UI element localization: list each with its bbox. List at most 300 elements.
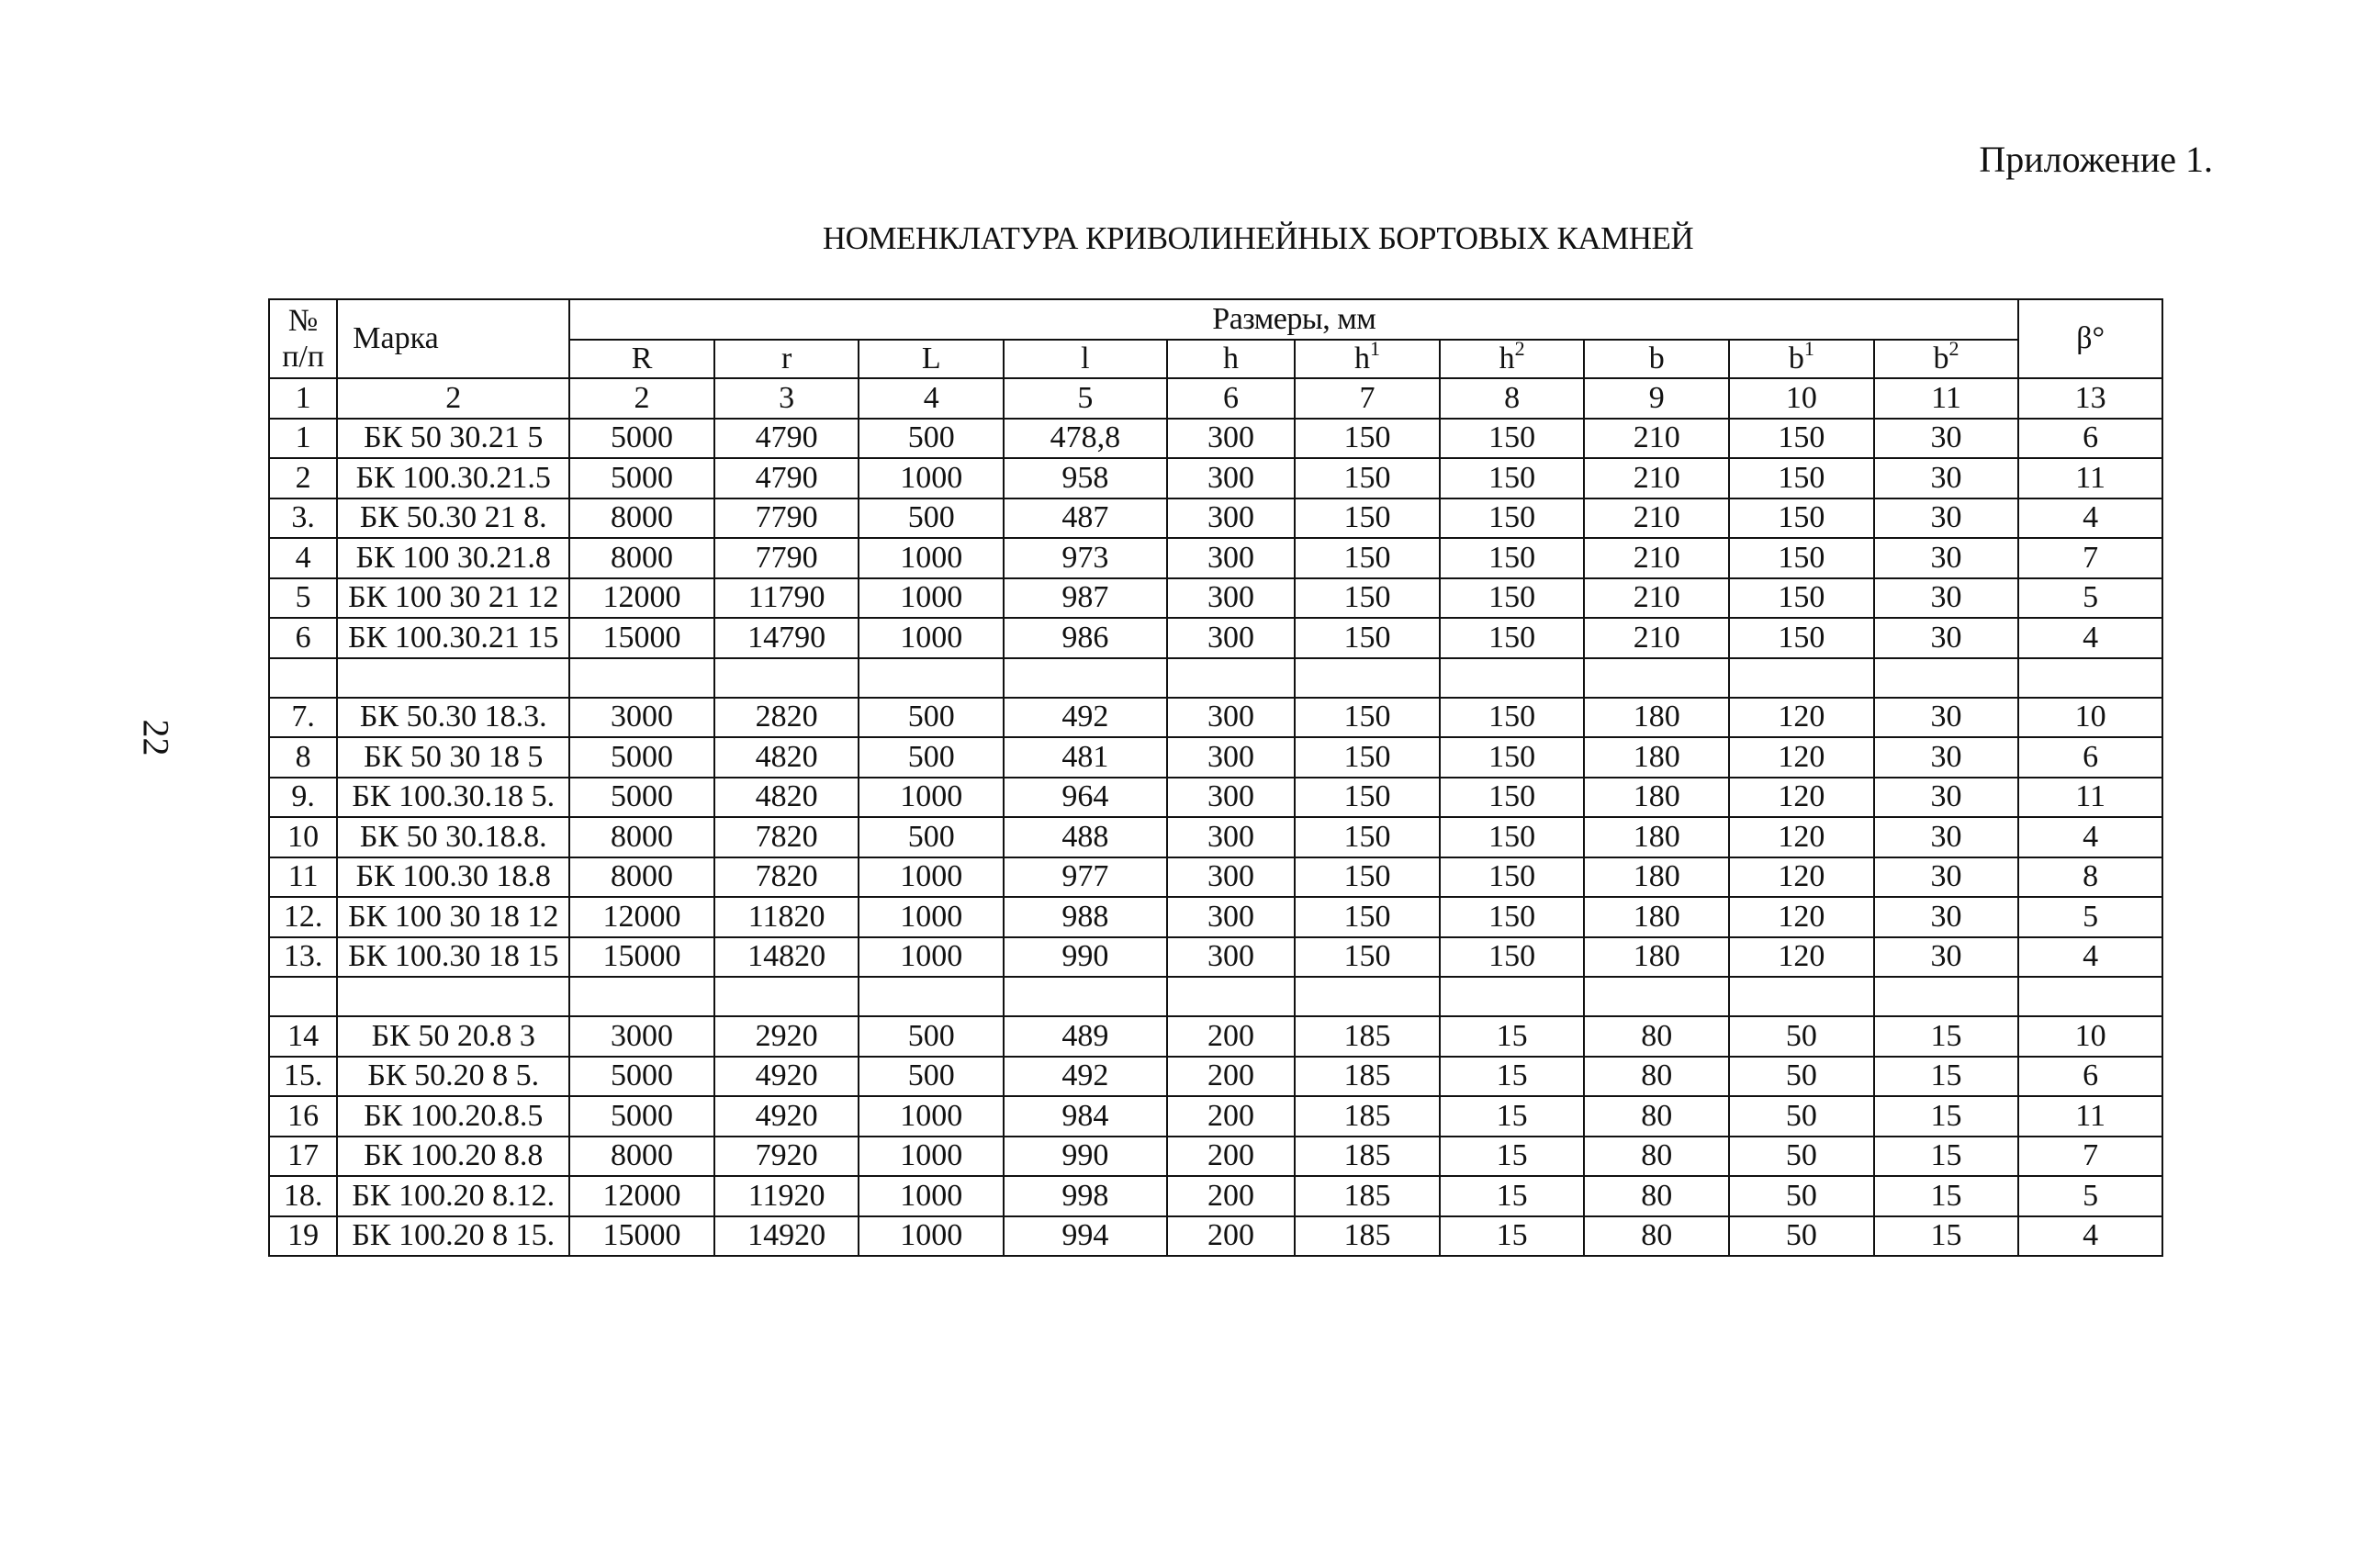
value-cell: 10 [2018, 1016, 2162, 1057]
header-col-3 [1004, 340, 1167, 378]
value-cell: 15 [1440, 1096, 1585, 1137]
value-cell: 500 [859, 419, 1004, 459]
value-cell: 30 [1874, 737, 2019, 778]
value-cell: 4790 [714, 419, 859, 459]
empty-cell [569, 977, 714, 1016]
value-cell: 150 [1440, 737, 1585, 778]
empty-cell [337, 977, 569, 1016]
empty-cell [2018, 658, 2162, 698]
value-cell: 150 [1295, 778, 1440, 818]
value-cell: 180 [1584, 897, 1729, 937]
value-cell: 994 [1004, 1216, 1167, 1257]
value-cell: 150 [1440, 778, 1585, 818]
value-cell: 50 [1729, 1016, 1874, 1057]
value-cell: 150 [1729, 578, 1874, 619]
header-row-number-line2: п/п [282, 340, 325, 374]
value-cell: 120 [1729, 698, 1874, 738]
value-cell: 1000 [859, 618, 1004, 658]
row-number-cell: 6 [269, 618, 337, 658]
table-body [269, 299, 2162, 1256]
header-col-8 [1729, 340, 1874, 378]
empty-cell [859, 658, 1004, 698]
mark-cell: БК 50.30 18.3. [337, 698, 569, 738]
mark-cell: БК 100.20 8.8 [337, 1137, 569, 1177]
value-cell: 300 [1167, 937, 1296, 978]
empty-cell [269, 658, 337, 698]
value-cell: 300 [1167, 897, 1296, 937]
value-cell: 500 [859, 817, 1004, 857]
table-row [269, 1057, 2162, 1097]
empty-cell [1440, 977, 1585, 1016]
value-cell: 300 [1167, 857, 1296, 898]
value-cell: 5000 [569, 419, 714, 459]
value-cell: 5000 [569, 737, 714, 778]
empty-cell [2018, 977, 2162, 1016]
value-cell: 7790 [714, 538, 859, 578]
value-cell: 8000 [569, 538, 714, 578]
value-cell: 8000 [569, 498, 714, 539]
value-cell: 990 [1004, 1137, 1167, 1177]
value-cell: 6 [2018, 1057, 2162, 1097]
value-cell: 150 [1295, 618, 1440, 658]
value-cell: 977 [1004, 857, 1167, 898]
column-number: 10 [1729, 378, 1874, 419]
mark-cell: БК 50.30 21 8. [337, 498, 569, 539]
value-cell: 30 [1874, 857, 2019, 898]
value-cell: 30 [1874, 897, 2019, 937]
header-col-symbol: r [780, 342, 792, 375]
header-row-number-line1: № [287, 303, 319, 338]
value-cell: 7 [2018, 1137, 2162, 1177]
table-row [269, 737, 2162, 778]
value-cell: 7820 [714, 857, 859, 898]
value-cell: 11 [2018, 778, 2162, 818]
value-cell: 4 [2018, 498, 2162, 539]
table-row [269, 1216, 2162, 1257]
value-cell: 30 [1874, 778, 2019, 818]
value-cell: 15 [1440, 1216, 1585, 1257]
mark-cell: БК 100.20 8.12. [337, 1176, 569, 1216]
value-cell: 11920 [714, 1176, 859, 1216]
value-cell: 2820 [714, 698, 859, 738]
value-cell: 1000 [859, 897, 1004, 937]
table-row [269, 1016, 2162, 1057]
table-row [269, 618, 2162, 658]
empty-cell [337, 658, 569, 698]
mark-cell: БК 100.20.8.5 [337, 1096, 569, 1137]
value-cell: 180 [1584, 937, 1729, 978]
mark-cell: БК 100.30 18 15 [337, 937, 569, 978]
value-cell: 150 [1729, 458, 1874, 498]
column-numbering-row [269, 378, 2162, 419]
value-cell: 50 [1729, 1216, 1874, 1257]
mark-cell: БК 100.30.18 5. [337, 778, 569, 818]
value-cell: 11790 [714, 578, 859, 619]
mark-cell: БК 50 30.21 5 [337, 419, 569, 459]
value-cell: 984 [1004, 1096, 1167, 1137]
value-cell: 5000 [569, 458, 714, 498]
table-row [269, 419, 2162, 459]
value-cell: 973 [1004, 538, 1167, 578]
value-cell: 4 [2018, 937, 2162, 978]
value-cell: 80 [1584, 1176, 1729, 1216]
header-col-symbol: h [1354, 342, 1371, 375]
value-cell: 150 [1440, 857, 1585, 898]
value-cell: 987 [1004, 578, 1167, 619]
value-cell: 492 [1004, 1057, 1167, 1097]
value-cell: 180 [1584, 698, 1729, 738]
value-cell: 8000 [569, 817, 714, 857]
column-number: 5 [1004, 378, 1167, 419]
header-col-superscript: 1 [1803, 340, 1814, 360]
value-cell: 964 [1004, 778, 1167, 818]
value-cell: 15000 [569, 1216, 714, 1257]
value-cell: 150 [1295, 578, 1440, 619]
table-row [269, 698, 2162, 738]
value-cell: 80 [1584, 1216, 1729, 1257]
mark-cell: БК 100 30 18 12 [337, 897, 569, 937]
row-number-cell: 8 [269, 737, 337, 778]
value-cell: 12000 [569, 578, 714, 619]
value-cell: 489 [1004, 1016, 1167, 1057]
value-cell: 5 [2018, 897, 2162, 937]
value-cell: 4920 [714, 1096, 859, 1137]
header-col-symbol: L [921, 342, 941, 375]
header-col-symbol: l [1081, 342, 1090, 375]
row-number-cell: 4 [269, 538, 337, 578]
empty-cell [1167, 658, 1296, 698]
value-cell: 4820 [714, 737, 859, 778]
value-cell: 120 [1729, 737, 1874, 778]
header-col-2 [859, 340, 1004, 378]
value-cell: 15 [1874, 1216, 2019, 1257]
value-cell: 30 [1874, 498, 2019, 539]
value-cell: 30 [1874, 937, 2019, 978]
value-cell: 1000 [859, 578, 1004, 619]
value-cell: 210 [1584, 578, 1729, 619]
header-col-superscript: 2 [1514, 340, 1525, 360]
value-cell: 958 [1004, 458, 1167, 498]
row-number-cell: 10 [269, 817, 337, 857]
value-cell: 200 [1167, 1216, 1296, 1257]
value-cell: 120 [1729, 937, 1874, 978]
value-cell: 180 [1584, 817, 1729, 857]
value-cell: 500 [859, 1057, 1004, 1097]
row-number-cell: 11 [269, 857, 337, 898]
value-cell: 986 [1004, 618, 1167, 658]
table-row [269, 1176, 2162, 1216]
value-cell: 150 [1440, 817, 1585, 857]
row-number-cell: 15. [269, 1057, 337, 1097]
value-cell: 150 [1440, 937, 1585, 978]
value-cell: 4790 [714, 458, 859, 498]
value-cell: 210 [1584, 498, 1729, 539]
mark-cell: БК 100 30 21 12 [337, 578, 569, 619]
value-cell: 1000 [859, 857, 1004, 898]
value-cell: 8000 [569, 857, 714, 898]
value-cell: 14820 [714, 937, 859, 978]
value-cell: 210 [1584, 538, 1729, 578]
mark-cell: БК 100.30 18.8 [337, 857, 569, 898]
value-cell: 300 [1167, 778, 1296, 818]
value-cell: 1000 [859, 778, 1004, 818]
group-separator-row [269, 977, 2162, 1016]
value-cell: 30 [1874, 458, 2019, 498]
value-cell: 3000 [569, 698, 714, 738]
value-cell: 150 [1295, 937, 1440, 978]
value-cell: 1000 [859, 1216, 1004, 1257]
value-cell: 492 [1004, 698, 1167, 738]
value-cell: 1000 [859, 1096, 1004, 1137]
value-cell: 200 [1167, 1096, 1296, 1137]
column-number: 1 [269, 378, 337, 419]
mark-cell: БК 100.20 8 15. [337, 1216, 569, 1257]
empty-cell [1584, 977, 1729, 1016]
value-cell: 120 [1729, 897, 1874, 937]
value-cell: 15 [1440, 1016, 1585, 1057]
empty-cell [1295, 658, 1440, 698]
value-cell: 6 [2018, 737, 2162, 778]
value-cell: 12000 [569, 897, 714, 937]
row-number-cell: 14 [269, 1016, 337, 1057]
empty-cell [1874, 658, 2019, 698]
value-cell: 990 [1004, 937, 1167, 978]
value-cell: 30 [1874, 817, 2019, 857]
value-cell: 80 [1584, 1096, 1729, 1137]
value-cell: 5000 [569, 1096, 714, 1137]
value-cell: 180 [1584, 737, 1729, 778]
row-number-cell: 7. [269, 698, 337, 738]
value-cell: 200 [1167, 1137, 1296, 1177]
value-cell: 185 [1295, 1016, 1440, 1057]
value-cell: 185 [1295, 1096, 1440, 1137]
page-number: 22 [135, 719, 177, 756]
value-cell: 80 [1584, 1016, 1729, 1057]
table-row [269, 778, 2162, 818]
value-cell: 4 [2018, 618, 2162, 658]
value-cell: 10 [2018, 698, 2162, 738]
value-cell: 150 [1440, 578, 1585, 619]
value-cell: 988 [1004, 897, 1167, 937]
value-cell: 300 [1167, 618, 1296, 658]
value-cell: 50 [1729, 1057, 1874, 1097]
column-number: 11 [1874, 378, 2019, 419]
value-cell: 300 [1167, 458, 1296, 498]
value-cell: 300 [1167, 419, 1296, 459]
value-cell: 6 [2018, 419, 2162, 459]
row-number-cell: 2 [269, 458, 337, 498]
value-cell: 185 [1295, 1216, 1440, 1257]
value-cell: 3000 [569, 1016, 714, 1057]
value-cell: 1000 [859, 1137, 1004, 1177]
value-cell: 500 [859, 698, 1004, 738]
header-col-symbol: b [1788, 342, 1804, 375]
empty-cell [1004, 977, 1167, 1016]
value-cell: 150 [1440, 618, 1585, 658]
value-cell: 4 [2018, 817, 2162, 857]
value-cell: 15 [1874, 1016, 2019, 1057]
column-number: 8 [1440, 378, 1585, 419]
nomenclature-table [268, 298, 2163, 1257]
row-number-cell: 1 [269, 419, 337, 459]
value-cell: 150 [1729, 618, 1874, 658]
value-cell: 300 [1167, 698, 1296, 738]
value-cell: 180 [1584, 857, 1729, 898]
value-cell: 210 [1584, 419, 1729, 459]
value-cell: 487 [1004, 498, 1167, 539]
value-cell: 30 [1874, 538, 2019, 578]
value-cell: 180 [1584, 778, 1729, 818]
value-cell: 14790 [714, 618, 859, 658]
header-col-7 [1584, 340, 1729, 378]
value-cell: 8 [2018, 857, 2162, 898]
value-cell: 500 [859, 1016, 1004, 1057]
header-col-4 [1167, 340, 1296, 378]
value-cell: 185 [1295, 1137, 1440, 1177]
column-number: 7 [1295, 378, 1440, 419]
value-cell: 4 [2018, 1216, 2162, 1257]
value-cell: 5 [2018, 578, 2162, 619]
value-cell: 5 [2018, 1176, 2162, 1216]
table-row [269, 817, 2162, 857]
value-cell: 150 [1440, 498, 1585, 539]
header-col-1 [714, 340, 859, 378]
value-cell: 8000 [569, 1137, 714, 1177]
value-cell: 7820 [714, 817, 859, 857]
value-cell: 1000 [859, 1176, 1004, 1216]
value-cell: 11820 [714, 897, 859, 937]
value-cell: 478,8 [1004, 419, 1167, 459]
column-number: 13 [2018, 378, 2162, 419]
value-cell: 50 [1729, 1137, 1874, 1177]
empty-cell [1874, 977, 2019, 1016]
header-col-6 [1440, 340, 1585, 378]
value-cell: 15 [1440, 1176, 1585, 1216]
table-row [269, 1137, 2162, 1177]
value-cell: 150 [1295, 698, 1440, 738]
header-col-symbol: h [1499, 342, 1515, 375]
empty-cell [1584, 658, 1729, 698]
column-number: 3 [714, 378, 859, 419]
value-cell: 200 [1167, 1016, 1296, 1057]
row-number-cell: 19 [269, 1216, 337, 1257]
table-row [269, 897, 2162, 937]
value-cell: 150 [1729, 498, 1874, 539]
value-cell: 15000 [569, 618, 714, 658]
value-cell: 50 [1729, 1176, 1874, 1216]
empty-cell [1729, 977, 1874, 1016]
value-cell: 11 [2018, 458, 2162, 498]
mark-cell: БК 50 30.18.8. [337, 817, 569, 857]
value-cell: 120 [1729, 817, 1874, 857]
value-cell: 210 [1584, 618, 1729, 658]
header-row [269, 299, 2162, 340]
value-cell: 15 [1874, 1096, 2019, 1137]
mark-cell: БК 100.30.21 15 [337, 618, 569, 658]
value-cell: 1000 [859, 538, 1004, 578]
empty-cell [714, 658, 859, 698]
value-cell: 7 [2018, 538, 2162, 578]
value-cell: 4920 [714, 1057, 859, 1097]
value-cell: 150 [1295, 419, 1440, 459]
value-cell: 150 [1295, 538, 1440, 578]
group-separator-row [269, 658, 2162, 698]
row-number-cell: 18. [269, 1176, 337, 1216]
empty-cell [714, 977, 859, 1016]
value-cell: 150 [1295, 458, 1440, 498]
header-col-symbol: h [1222, 342, 1239, 375]
mark-cell: БК 50.20 8 5. [337, 1057, 569, 1097]
value-cell: 80 [1584, 1057, 1729, 1097]
header-col-superscript: 1 [1370, 340, 1381, 360]
value-cell: 500 [859, 498, 1004, 539]
value-cell: 300 [1167, 498, 1296, 539]
header-col-symbol: R [631, 342, 653, 375]
value-cell: 488 [1004, 817, 1167, 857]
value-cell: 150 [1729, 538, 1874, 578]
value-cell: 200 [1167, 1057, 1296, 1097]
value-cell: 30 [1874, 698, 2019, 738]
value-cell: 15 [1874, 1137, 2019, 1177]
table-row [269, 1096, 2162, 1137]
value-cell: 150 [1295, 857, 1440, 898]
row-number-cell: 12. [269, 897, 337, 937]
value-cell: 120 [1729, 778, 1874, 818]
value-cell: 150 [1440, 538, 1585, 578]
table-row [269, 498, 2162, 539]
row-number-cell: 5 [269, 578, 337, 619]
row-number-cell: 9. [269, 778, 337, 818]
table-row [269, 458, 2162, 498]
header-col-symbol: b [1648, 342, 1665, 375]
empty-cell [569, 658, 714, 698]
value-cell: 15000 [569, 937, 714, 978]
header-mark: Марка [337, 299, 569, 378]
value-cell: 12000 [569, 1176, 714, 1216]
header-col-9 [1874, 340, 2019, 378]
value-cell: 150 [1440, 897, 1585, 937]
value-cell: 481 [1004, 737, 1167, 778]
table-row [269, 857, 2162, 898]
empty-cell [1729, 658, 1874, 698]
value-cell: 300 [1167, 737, 1296, 778]
value-cell: 150 [1295, 817, 1440, 857]
value-cell: 7920 [714, 1137, 859, 1177]
value-cell: 30 [1874, 419, 2019, 459]
header-dimensions: Размеры, мм [569, 299, 2018, 340]
value-cell: 15 [1874, 1057, 2019, 1097]
document-title: НОМЕНКЛАТУРА КРИВОЛИНЕЙНЫХ БОРТОВЫХ КАМНЕЙ [822, 220, 1694, 256]
value-cell: 4820 [714, 778, 859, 818]
value-cell: 150 [1295, 897, 1440, 937]
value-cell: 15 [1440, 1057, 1585, 1097]
empty-cell [1295, 977, 1440, 1016]
value-cell: 1000 [859, 937, 1004, 978]
empty-cell [1167, 977, 1296, 1016]
appendix-label: Приложение 1. [1979, 139, 2213, 180]
value-cell: 7790 [714, 498, 859, 539]
value-cell: 5000 [569, 778, 714, 818]
table-row [269, 538, 2162, 578]
row-number-cell: 13. [269, 937, 337, 978]
value-cell: 120 [1729, 857, 1874, 898]
column-number: 2 [569, 378, 714, 419]
empty-cell [1440, 658, 1585, 698]
value-cell: 80 [1584, 1137, 1729, 1177]
mark-cell: БК 50 30 18 5 [337, 737, 569, 778]
value-cell: 30 [1874, 618, 2019, 658]
empty-cell [859, 977, 1004, 1016]
